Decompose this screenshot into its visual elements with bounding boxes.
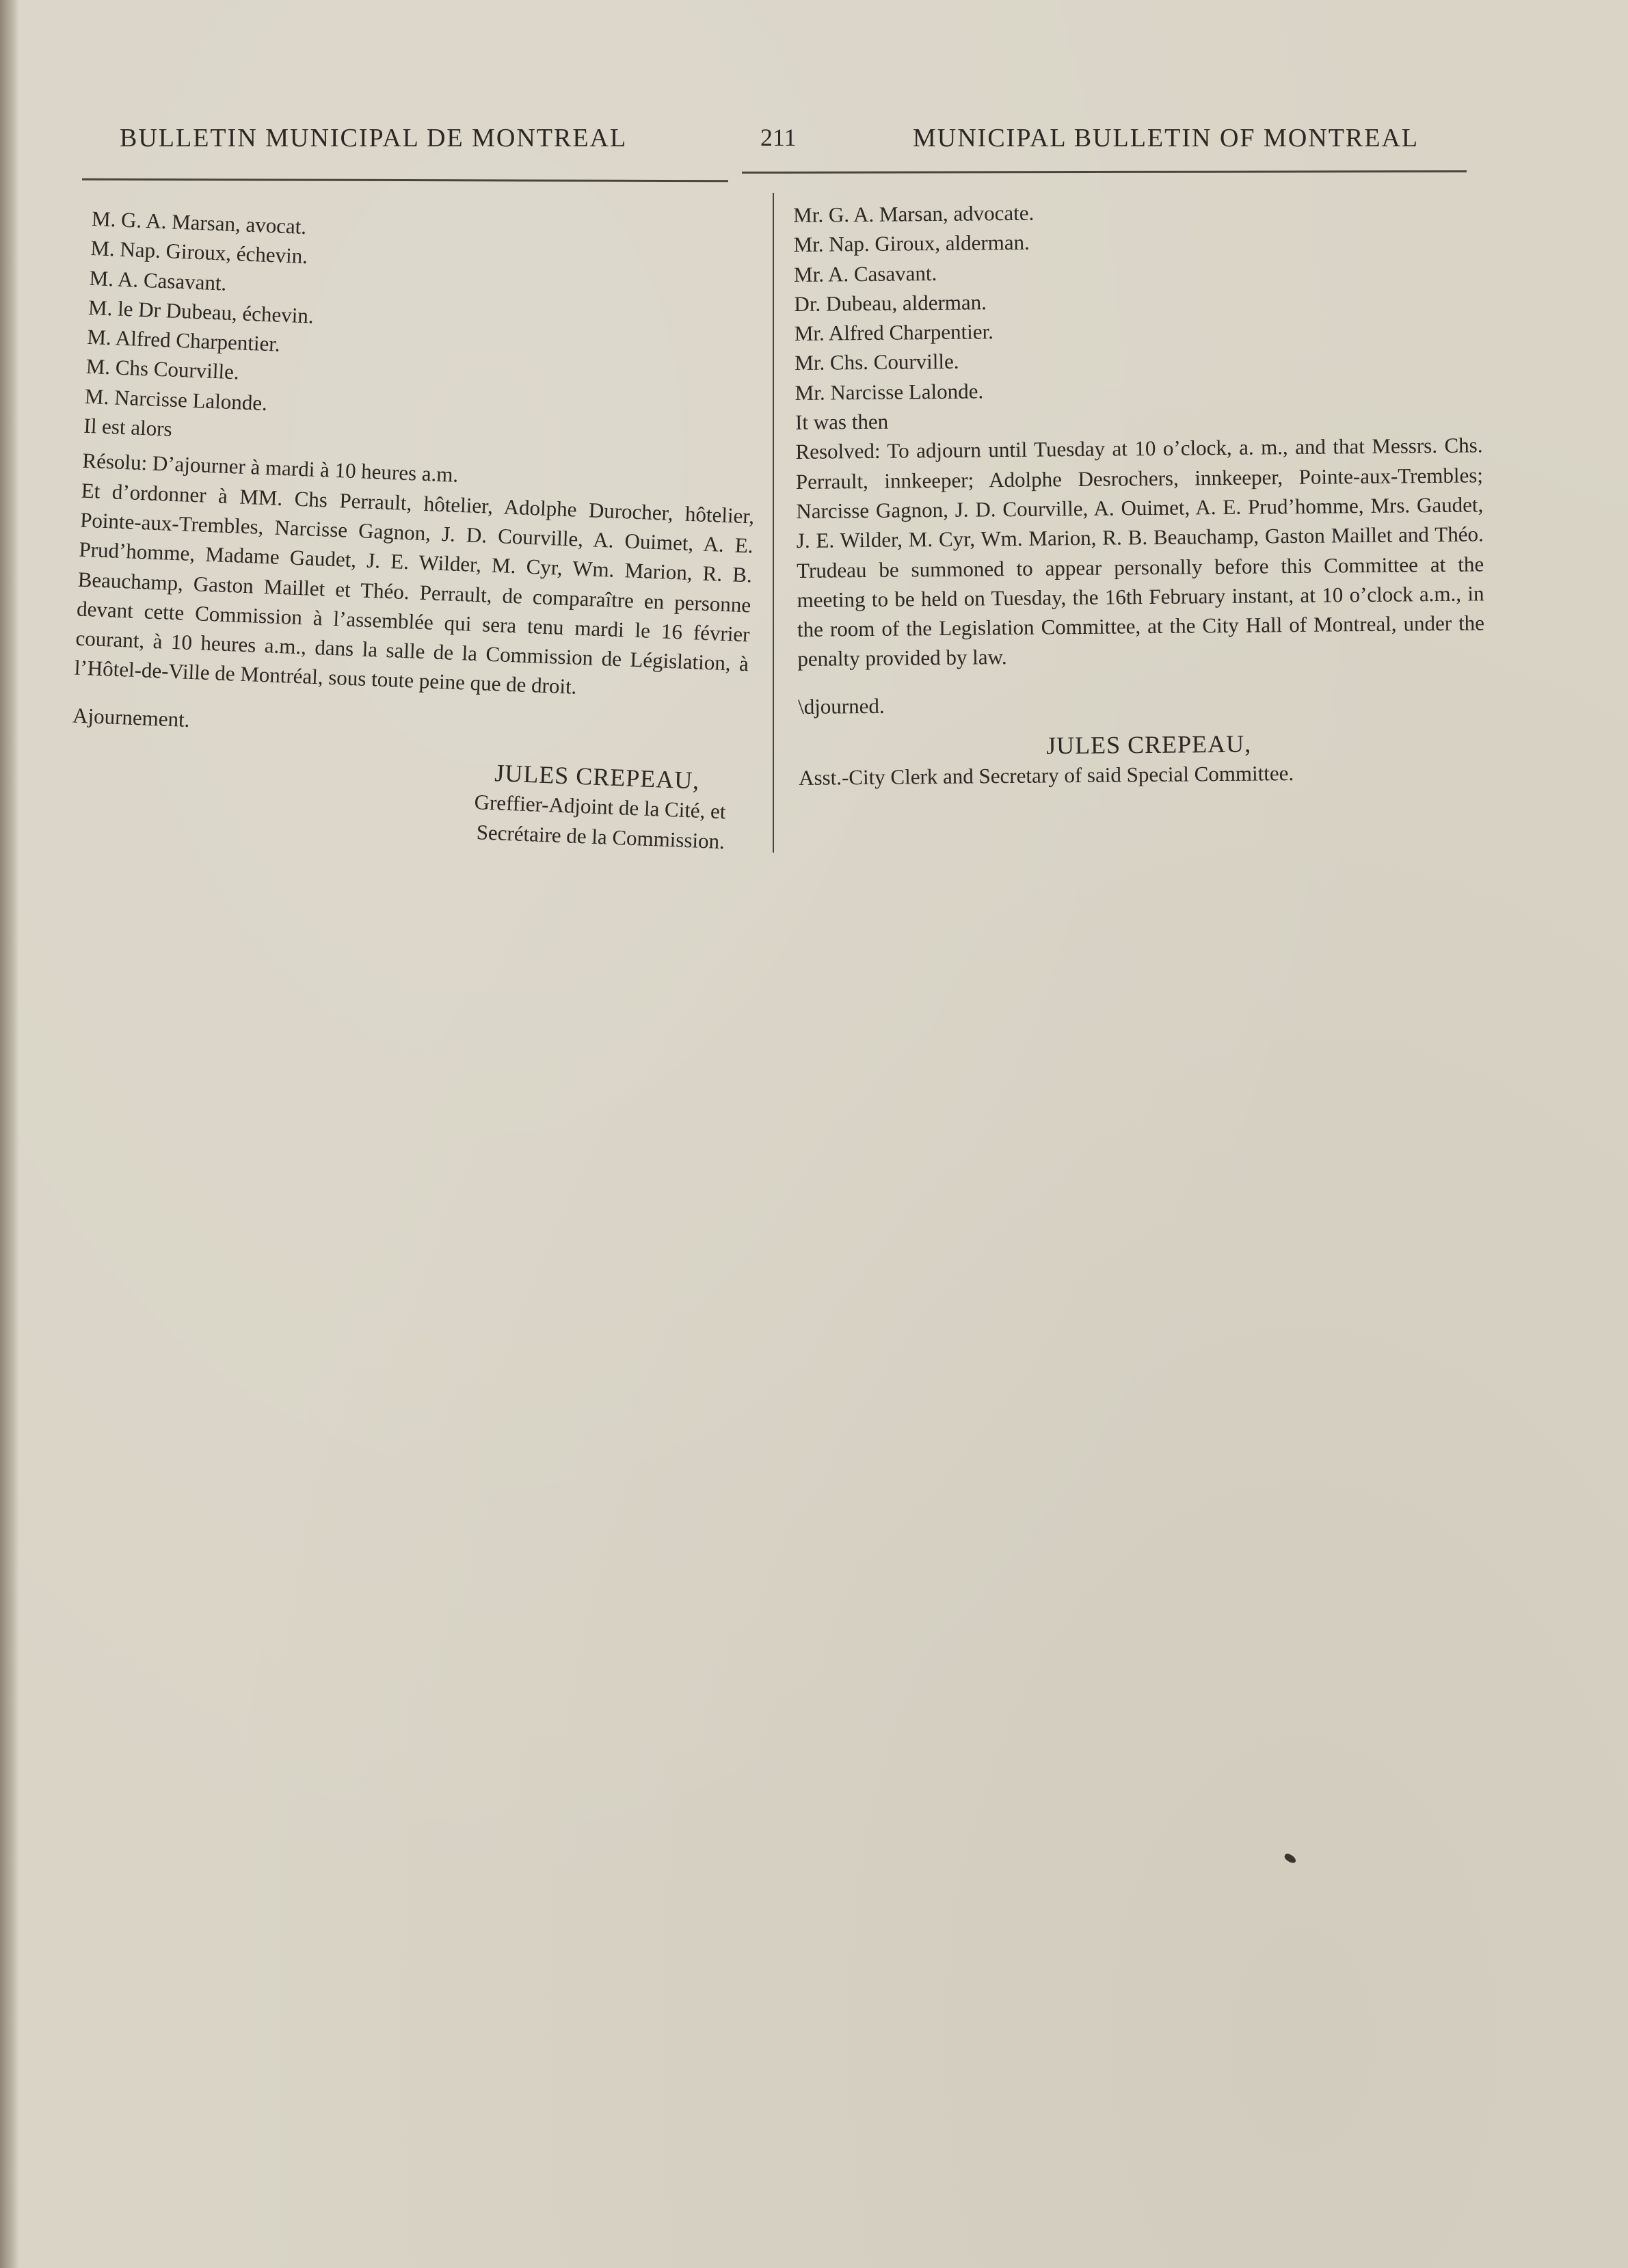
header-french-title: BULLETIN MUNICIPAL DE MONTREAL (120, 124, 628, 152)
french-il-est-alors: Il est alors (83, 413, 173, 441)
french-attendee: M. le Dr Dubeau, échevin. (88, 295, 315, 328)
french-attendee: M. G. A. Marsan, avocat. (91, 206, 307, 239)
french-signature-title-2: Secrétaire de la Commission. (476, 819, 725, 853)
french-column (68, 204, 762, 857)
french-attendee: M. Narcisse Lalonde. (84, 384, 268, 415)
english-signature-name: JULES CREPEAU, (1045, 730, 1252, 760)
paper-ink-speck (1283, 1852, 1298, 1865)
french-attendee: M. Nap. Giroux, échevin. (90, 236, 308, 269)
english-attendee: Mr. Nap. Giroux, alderman. (793, 230, 1030, 257)
header-rule-right (742, 170, 1467, 174)
french-attendee: M. Chs Courville. (85, 354, 240, 384)
english-resolved-paragraph: Resolved: To adjourn until Tuesday at 10 o’clock, a. m., and that Messrs. Chs. Perrault, innkeeper; Adolphe Desrochers, innkeeper, Pointe-aux-Trembles; Narcisse Gagnon, J. D. Courville, A. Ouimet, A. E. Prud’homme, Mrs. Gaudet, J. E. Wilder, M. Cyr, Wm. Marion, R. B. Beauchamp, Gaston Maillet and Théo. Trudeau be summoned to appear personally before this Committee at the meeting to be held on Tuesday, the 16th February instant, at 10 o’clock a.m., in the room of the Legislation Committee, at the City Hall of Montreal, under the penalty provided by law. (795, 433, 1485, 671)
column-divider (773, 193, 774, 853)
french-signature-name: JULES CREPEAU, (494, 759, 701, 795)
header-english-title: MUNICIPAL BULLETIN OF MONTREAL (913, 124, 1419, 152)
english-column (793, 194, 1486, 792)
english-attendee: Mr. Alfred Charpentier. (794, 319, 994, 346)
english-it-was-then: It was then (795, 409, 889, 435)
french-attendee: M. A. Casavant. (89, 265, 227, 295)
english-attendee: Mr. Chs. Courville. (795, 349, 959, 375)
english-adjourned: \djourned. (797, 693, 885, 719)
header-rule-left (82, 178, 728, 182)
page-number: 211 (760, 124, 797, 151)
english-attendee: Mr. G. A. Marsan, advocate. (793, 200, 1035, 227)
english-attendee: Mr. A. Casavant. (793, 261, 937, 286)
french-resolution: Résolu: D’ajourner à mardi à 10 heures a.m. (81, 449, 459, 488)
french-signature-title-1: Greffier-Adjoint de la Cité, et (474, 790, 727, 824)
french-attendee: M. Alfred Charpentier. (86, 325, 281, 356)
english-signature-title: Asst.-City Clerk and Secretary of said Special Committee. (798, 761, 1294, 790)
english-attendee: Dr. Dubeau, alderman. (794, 290, 987, 316)
french-order-paragraph: Et d’ordonner à MM. Chs Perrault, hôtelier, Adolphe Durocher, hôtelier, Pointe-aux-Trembles, Narcisse Gagnon, J. D. Courville, A. Ouimet, A. E. Prud’homme, Madame Gaudet, J. E. Wilder, M. Cyr, Wm. Marion, R. B. Beauchamp, Gaston Maillet et Théo. Perrault, de comparaître en personne devant cette Commission à l’assemblée qui sera tenu mardi le 16 février courant, à 10 heures a.m., dans la salle de la Commission de Législation, à l’Hôtel-de-Ville de Montréal, sous toute peine que de droit. (74, 478, 755, 699)
english-attendee: Mr. Narcisse Lalonde. (795, 379, 984, 405)
french-adjournment: Ajournement. (72, 703, 191, 732)
page-spine-shadow (0, 0, 19, 2268)
page-header (0, 116, 1628, 171)
